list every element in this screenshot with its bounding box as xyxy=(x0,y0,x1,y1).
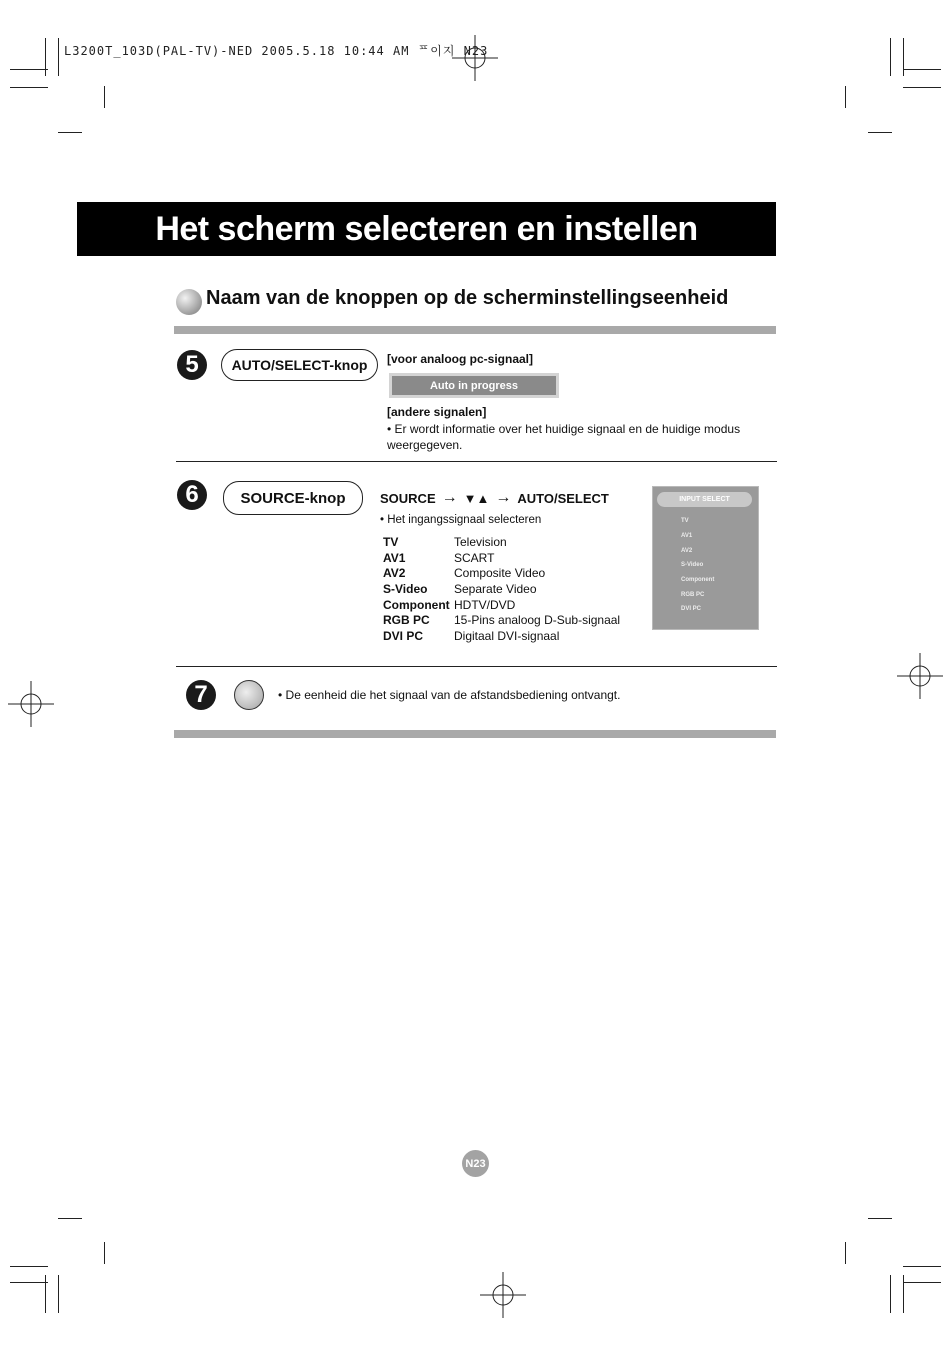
registration-mark-right xyxy=(897,653,943,699)
remote-sensor-text: • De eenheid die het signaal van de afstandsbediening ontvangt. xyxy=(278,688,621,702)
table-row: S-Video Separate Video xyxy=(383,582,537,597)
table-row: TV Television xyxy=(383,535,507,549)
source-flow xyxy=(380,489,609,507)
top-divider-bar xyxy=(174,326,776,334)
page-title xyxy=(77,202,776,256)
osd-item: S-Video xyxy=(681,562,704,568)
page-number: N23 xyxy=(462,1150,489,1177)
table-row: DVI PC Digitaal DVI-signaal xyxy=(383,629,560,644)
flow-auto-select: AUTO/SELECT xyxy=(517,490,609,506)
auto-select-button-label: AUTO/SELECT-knop xyxy=(221,349,378,381)
flow-source: SOURCE xyxy=(380,490,436,506)
item7-number: 7 xyxy=(186,680,216,710)
osd-item: AV2 xyxy=(681,548,693,554)
table-row: AV2 Composite Video xyxy=(383,566,546,581)
osd-item: Component xyxy=(681,577,715,583)
registration-mark-bottom xyxy=(480,1272,526,1318)
auto-progress-text: Auto in progress xyxy=(392,376,556,395)
flow-arrow-icon-2: → xyxy=(495,489,512,506)
section-bullet-icon xyxy=(176,289,202,315)
osd-item: TV xyxy=(681,518,689,524)
table-row: AV1 SCART xyxy=(383,550,495,565)
page-title-text: Het scherm selecteren en instellen xyxy=(155,209,698,248)
table-row: RGB PC 15-Pins analoog D-Sub-signaal xyxy=(383,613,621,628)
item5-number: 5 xyxy=(177,350,207,380)
other-signals-heading: [andere signalen] xyxy=(387,405,487,419)
source-button-label: SOURCE-knop xyxy=(223,481,363,515)
bottom-divider-bar xyxy=(174,730,776,738)
item6-number: 6 xyxy=(177,480,207,510)
auto-progress-osd xyxy=(389,373,559,398)
osd-item: AV1 xyxy=(681,533,693,539)
registration-mark-left xyxy=(8,681,54,727)
divider-5-6 xyxy=(176,461,777,462)
section-title: Naam van de knoppen op de scherminstellingseenheid xyxy=(206,287,729,309)
analog-signal-heading: [voor analoog pc-signaal] xyxy=(387,352,534,366)
flow-arrow-icon: → xyxy=(441,489,458,506)
osd-title: INPUT SELECT xyxy=(657,492,752,507)
source-table xyxy=(383,535,620,645)
remote-sensor-icon xyxy=(234,680,264,710)
other-signals-text: • Er wordt informatie over het huidige signaal en de huidige modus weergegeven. xyxy=(387,422,741,452)
input-select-osd xyxy=(652,486,759,630)
osd-item: RGB PC xyxy=(681,592,705,598)
table-row: Component HDTV/DVD xyxy=(383,597,516,612)
divider-6-7 xyxy=(176,666,777,667)
down-up-icon: ▼▲ xyxy=(463,490,490,506)
print-header: L3200T_103D(PAL-TV)-NED 2005.5.18 10:44 AM ᄑ이지 N23 xyxy=(64,44,489,58)
osd-item: DVI PC xyxy=(681,606,702,612)
source-bullet: • Het ingangssignaal selecteren xyxy=(380,514,542,526)
